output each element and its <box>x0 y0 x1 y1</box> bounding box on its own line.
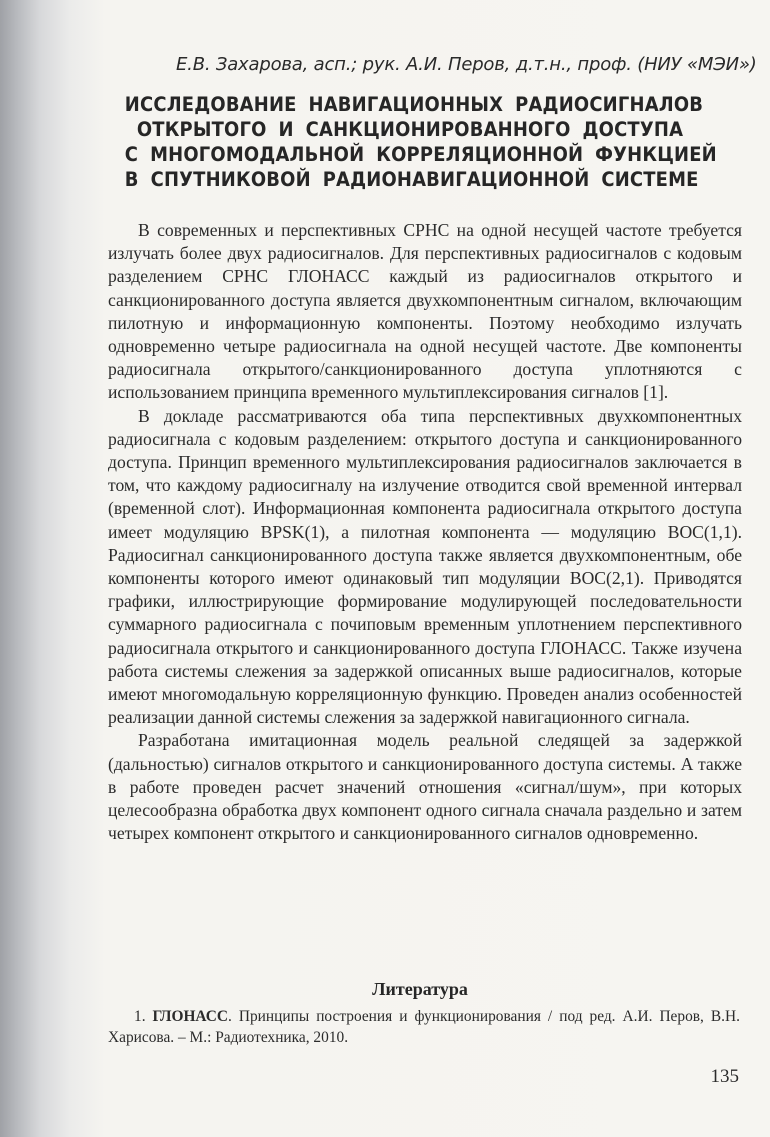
title-line: ИССЛЕДОВАНИЕ НАВИГАЦИОННЫХ РАДИОСИГНАЛОВ <box>124 93 704 116</box>
paper-title <box>124 92 717 192</box>
abstract-body <box>108 219 742 845</box>
body-paragraph: В докладе рассматриваются оба типа перспективных двухкомпонентных радиосигнала с кодовым разделением: открытого доступа и санкционированного доступа. Принцип временного мультиплексирования радиосигналов заключается в том, что каждому радиосигналу на излучение отводится свой временной интервал (временной слот). Информационная компонента радиосигнала открытого доступа имеет модуляцию BPSK(1), а пилотная компонента — модуляцию BOC(1,1). Радиосигнал санкционированного доступа также является двухкомпонентным, обе компоненты которого имеют одинаковый тип модуляции BOC(2,1). Приводятся графики, иллюстрирующие формирование модулирующей последовательности суммарного радиосигнала с почиповым временным уплотнением перспективного радиосигнала открытого и санкционированного доступа ГЛОНАСС. Также изучена работа системы слежения за задержкой описанных выше радиосигналов, которые имеют многомодальную корреляционную функцию. Проведен анализ особенностей реализации данной системы слежения за задержкой навигационного сигнала. <box>108 405 742 728</box>
references-list <box>108 1006 740 1048</box>
title-line: С МНОГОМОДАЛЬНОЙ КОРРЕЛЯЦИОННОЙ ФУНКЦИЕЙ <box>124 143 717 166</box>
reference-details: . Принципы построения и функционирования / под ред. А.И. Перов, В.Н. Харисова. – М.: Радиотехника, 2010. <box>108 1008 740 1046</box>
reference-title: ГЛОНАСС <box>152 1008 229 1025</box>
page-number: 135 <box>710 1066 739 1087</box>
body-paragraph: Разработана имитационная модель реальной следящей за задержкой (дальностью) сигналов открытого и санкционированного доступа системы. А также в работе проведен расчет значений отношения «сигнал/шум», при которых целесообразна обработка двух компонент одного сигнала сначала раздельно и затем четырех компонент открытого и санкционированного сигналов одновременно. <box>108 730 742 844</box>
title-line: В СПУТНИКОВОЙ РАДИОНАВИГАЦИОННОЙ СИСТЕМЕ <box>124 168 699 191</box>
reference-item <box>108 1006 740 1048</box>
authors-line: Е.В. Захарова, асп.; рук. А.И. Перов, д.т.н., проф. (НИУ «МЭИ») <box>176 54 757 75</box>
title-line: ОТКРЫТОГО И САНКЦИОНИРОВАННОГО ДОСТУПА <box>136 118 684 141</box>
body-paragraph: В современных и перспективных СРНС на одной несущей частоте требуется излучать более двух радиосигналов. Для перспективных радиосигналов с кодовым разделением СРНС ГЛОНАСС каждый из радиосигналов открытого и санкционированного доступа является двухкомпонентным сигналом, включающим пилотную и информационную компоненты. Поэтому необходимо излучать одновременно четыре радиосигнала на одной несущей частоте. Две компоненты радиосигнала открытого/санкционированного доступа уплотняются с использованием принципа временного мультиплексирования сигналов [1]. <box>108 220 742 403</box>
reference-number: 1. <box>134 1008 146 1025</box>
references-heading: Литература <box>372 979 468 999</box>
